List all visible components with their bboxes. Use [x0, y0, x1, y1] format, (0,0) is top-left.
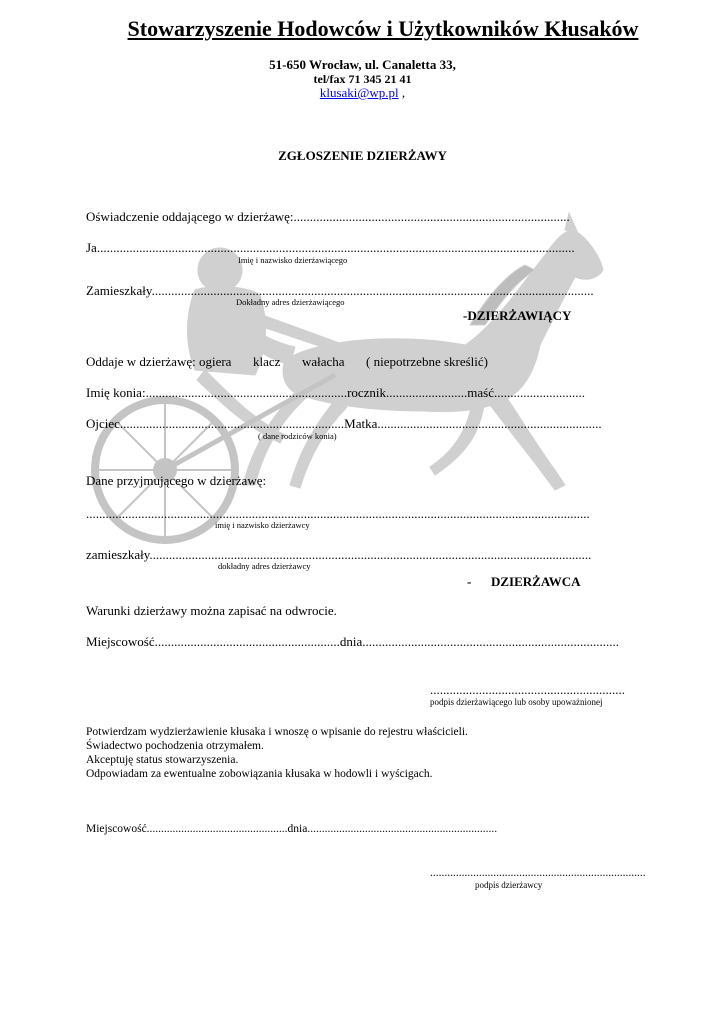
confirmation-line-2: Świadectwo pochodzenia otrzymałem.	[86, 740, 264, 752]
lessee-role-dash: -	[467, 574, 472, 589]
phone-fax: tel/fax 71 345 21 41	[313, 72, 412, 86]
lessor-signature-field[interactable]: ............................................................	[430, 682, 625, 697]
lessor-signature-caption: podpis dzierżawiącego lub osoby upoważnionej	[430, 697, 603, 707]
horse-parents-caption: ( dane rodziców konia)	[258, 431, 337, 441]
lessee-name-caption: imię i nazwisko dzierżawcy	[215, 520, 310, 530]
organization-name: Stowarzyszenie Hodowców i Użytkowników Kłusaków	[127, 16, 639, 41]
email-line	[0, 85, 725, 101]
lessor-residence-caption: Dokładny adres dzierżawiącego	[236, 297, 345, 307]
lessee-residence-field[interactable]: zamieszkały........................................................................................................................................	[86, 547, 592, 562]
confirmation-line-3: Akceptuję status stowarzyszenia.	[86, 754, 239, 766]
lessee-name-field[interactable]: ...........................................................................................................................................................	[86, 506, 590, 521]
lessee-role-label: DZIERŻAWCA	[491, 574, 581, 589]
confirmation-line-4: Odpowiadam za ewentualne zobowiązania kłusaka w hodowli i wyścigach.	[86, 768, 433, 780]
lessee-signature-field[interactable]: ...........................................................................	[430, 867, 646, 879]
place-date-field[interactable]: Miejscowość.........................................................dnia...............................................................................	[86, 634, 619, 649]
conditions-note: Warunki dzierżawy można zapisać na odwrocie.	[86, 603, 337, 618]
horse-parents-field[interactable]: Ojciec.....................................................................Matka.....................................................................	[86, 416, 602, 431]
email-link[interactable]: klusaki@wp.pl	[319, 85, 399, 100]
horse-details-field[interactable]: Imię konia:..............................................................rocznik.........................maść............................	[86, 385, 586, 400]
lessor-residence-field[interactable]: Zamieszkały........................................................................................................................................	[86, 283, 594, 298]
strike-out-note: ( niepotrzebne skreślić)	[366, 354, 489, 369]
lessor-statement-field[interactable]: Oświadczenie oddającego w dzierżawę:.....................................................................................	[86, 209, 570, 224]
lease-options-label: Oddaje w dzierżawę: ogiera	[86, 354, 232, 369]
lessee-place-date-field[interactable]: Miejscowość.................................................dnia..................................................................	[86, 823, 498, 835]
confirmation-line-1: Potwierdzam wydzierżawienie kłusaka i wnoszę o wpisanie do rejestru właścicieli.	[86, 726, 468, 738]
lessee-residence-caption: dokładny adres dzierżawcy	[218, 561, 311, 571]
lessee-signature-caption: podpis dzierżawcy	[475, 880, 543, 890]
address: 51-650 Wrocław, ul. Canaletta 33,	[269, 57, 456, 72]
form-title: ZGŁOSZENIE DZIERŻAWY	[278, 148, 447, 163]
lessor-name-field[interactable]: Ja...................................................................................................................................................	[86, 240, 575, 255]
lessee-heading: Dane przyjmującego w dzierżawę:	[86, 473, 267, 488]
email-suffix: ,	[398, 85, 406, 100]
option-gelding[interactable]: wałacha	[302, 354, 345, 369]
lessor-role-label: -DZIERŻAWIĄCY	[463, 308, 572, 323]
option-mare[interactable]: klacz	[253, 354, 281, 369]
lessor-name-caption: Imię i nazwisko dzierżawiącego	[238, 255, 348, 265]
